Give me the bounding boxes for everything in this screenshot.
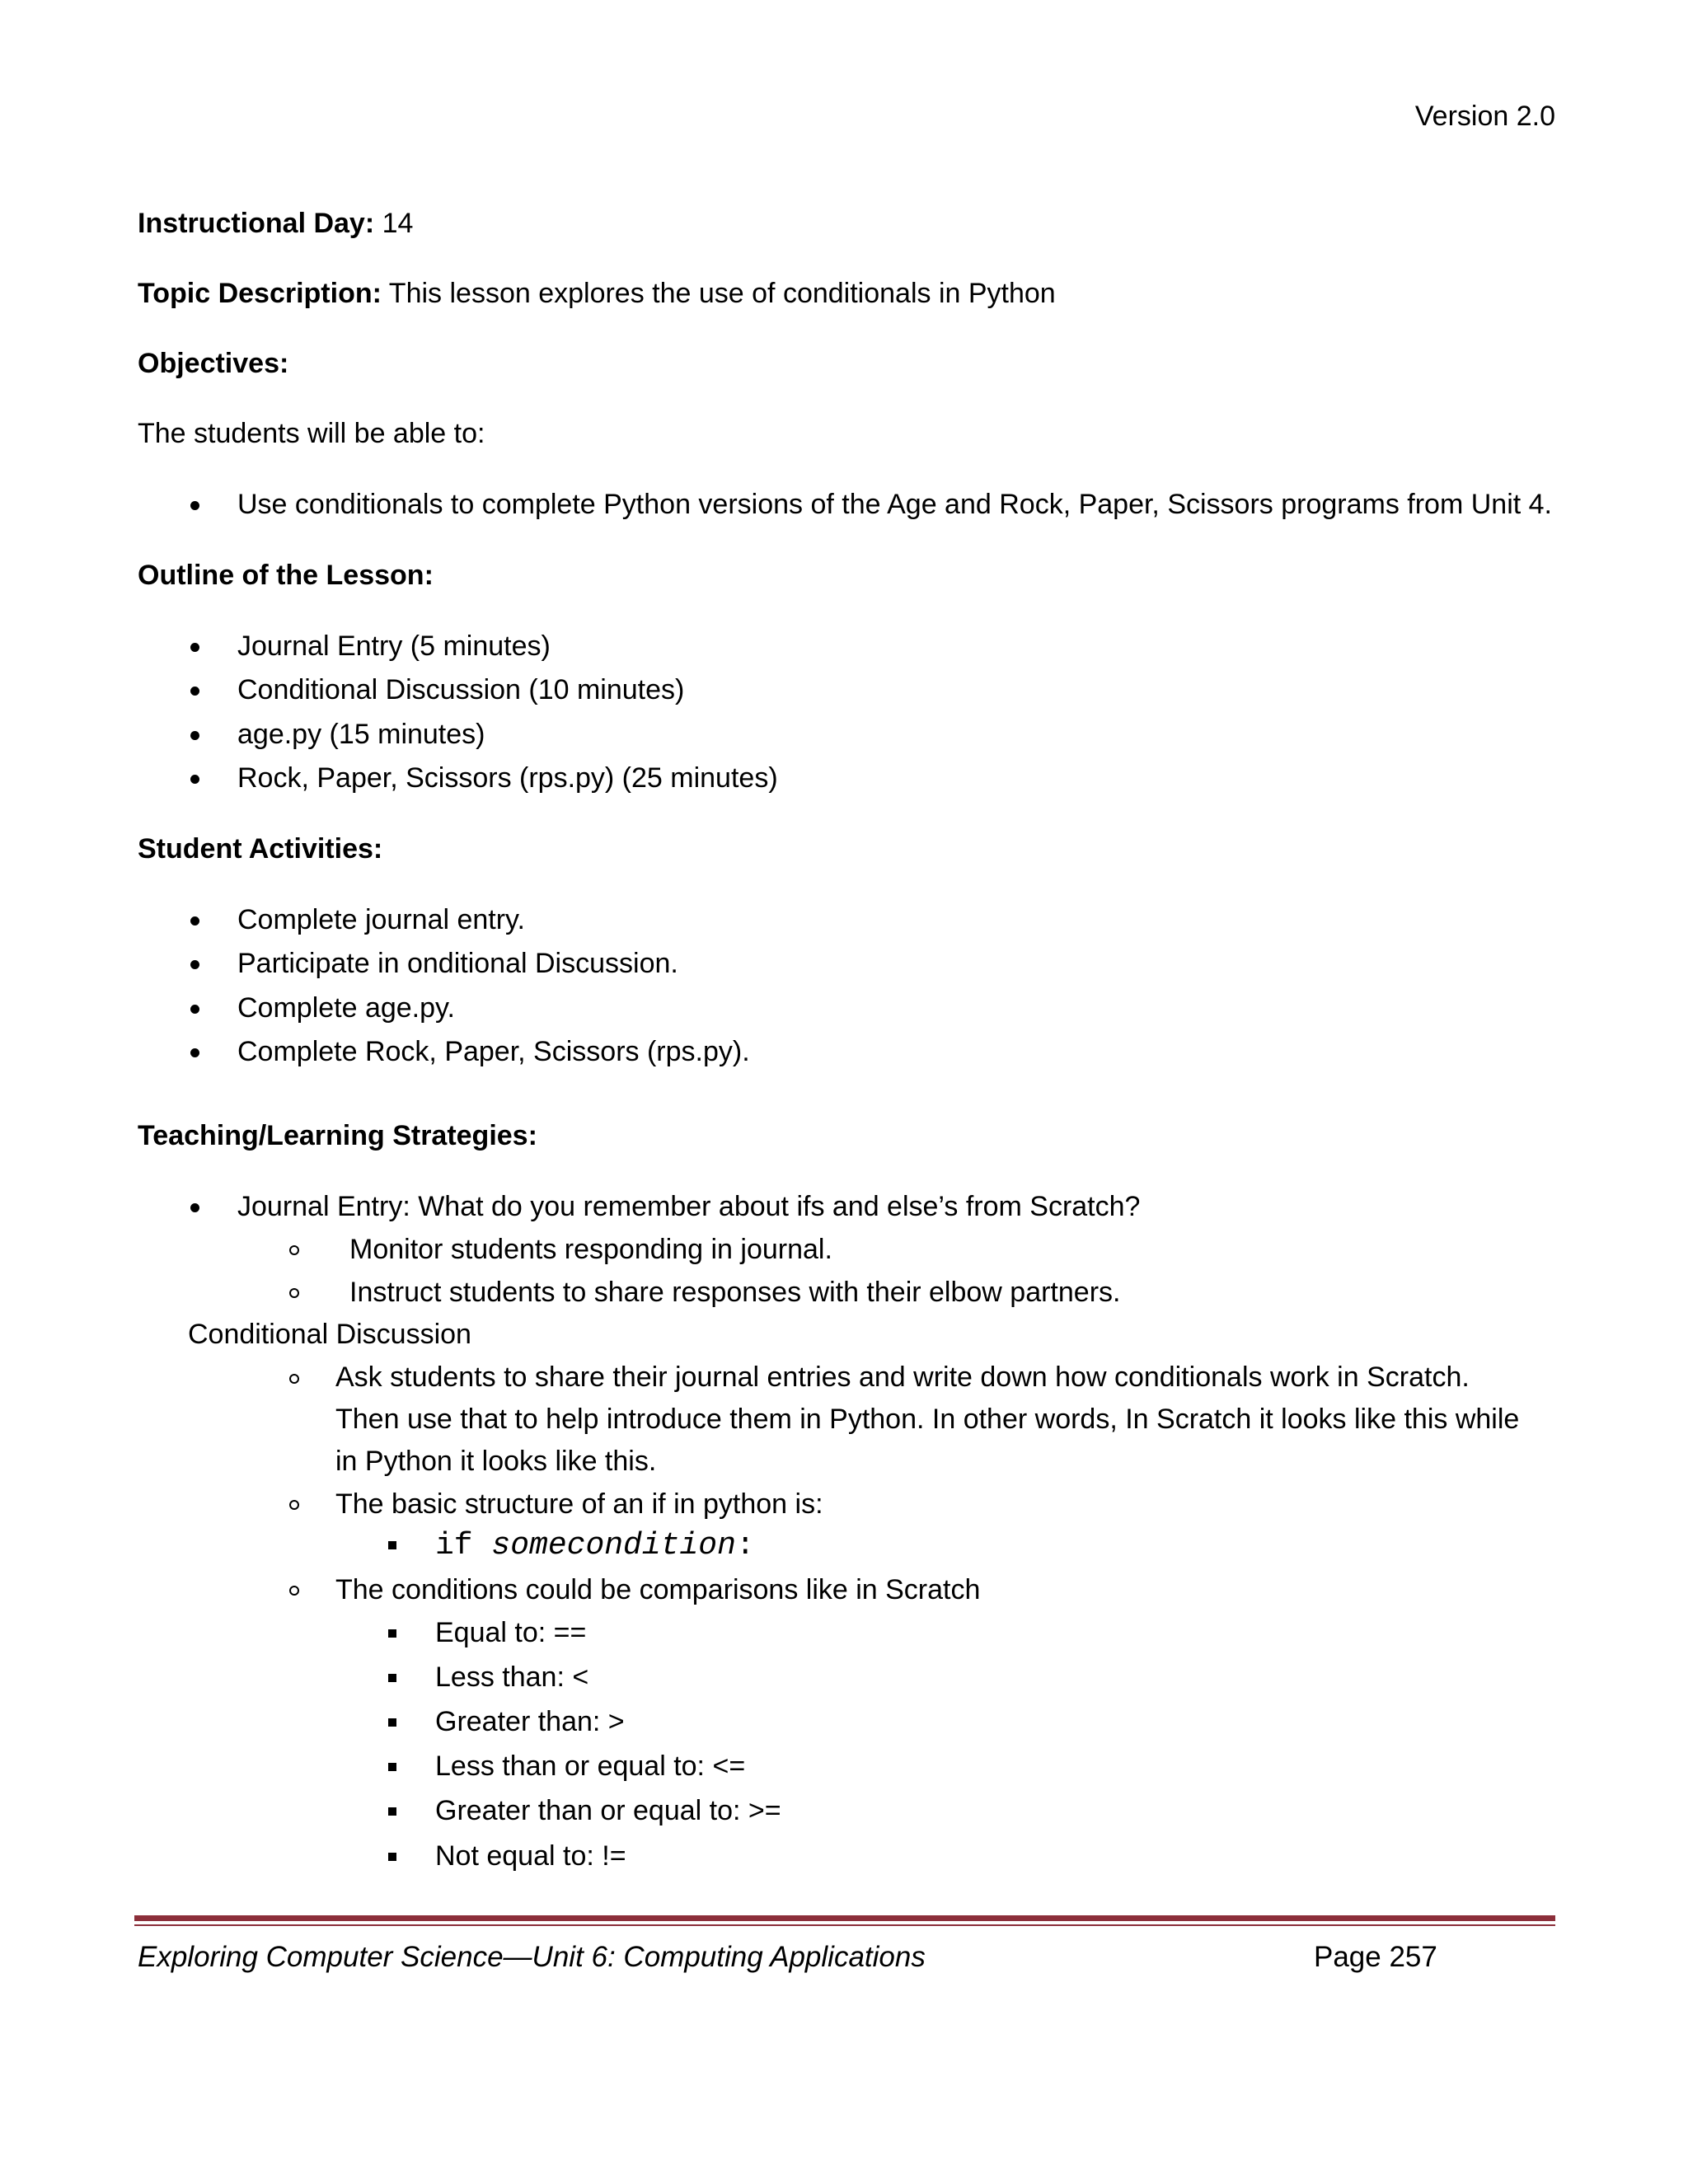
bullet-icon bbox=[190, 501, 199, 510]
activity-item: Participate in onditional Discussion. bbox=[237, 948, 678, 979]
square-bullet-icon bbox=[388, 1674, 396, 1682]
circle-bullet-icon bbox=[289, 1500, 299, 1510]
square-bullet-icon bbox=[388, 1853, 396, 1861]
journal-entry-item: Journal Entry: What do you remember about ifs and else’s from Scratch? bbox=[237, 1191, 1141, 1222]
outline-item: Conditional Discussion (10 minutes) bbox=[237, 674, 685, 705]
objective-item: Use conditionals to complete Python versions of the Age and Rock, Paper, Scissors programs from Unit 4. bbox=[237, 489, 1552, 520]
code-condition: somecondition bbox=[491, 1528, 736, 1563]
comparison-item bbox=[435, 1795, 781, 1827]
footer-rule-thick bbox=[134, 1915, 1555, 1921]
topic-description bbox=[138, 278, 1056, 310]
outline-item: age.py (15 minutes) bbox=[237, 719, 485, 750]
comparison-label: Equal to: bbox=[435, 1617, 546, 1648]
code-colon: : bbox=[735, 1528, 755, 1563]
square-bullet-icon bbox=[388, 1541, 396, 1549]
comparison-operator: == bbox=[553, 1617, 587, 1648]
day-value: 14 bbox=[382, 208, 414, 239]
comparison-item bbox=[435, 1661, 588, 1694]
comparison-operator: < bbox=[572, 1661, 589, 1693]
bullet-icon bbox=[190, 1048, 199, 1057]
comparison-label: Less than: bbox=[435, 1661, 565, 1693]
bullet-icon bbox=[190, 643, 199, 652]
bullet-icon bbox=[190, 1203, 199, 1212]
comparison-label: Not equal to: bbox=[435, 1840, 603, 1872]
outline-item: Rock, Paper, Scissors (rps.py) (25 minutes) bbox=[237, 762, 778, 794]
discussion-structure: The basic structure of an if in python is: bbox=[335, 1488, 823, 1520]
bullet-icon bbox=[190, 687, 199, 696]
strategies-heading: Teaching/Learning Strategies: bbox=[138, 1120, 537, 1151]
bullet-icon bbox=[190, 960, 199, 969]
square-bullet-icon bbox=[388, 1763, 396, 1771]
objectives-heading: Objectives: bbox=[138, 348, 289, 379]
outline-item: Journal Entry (5 minutes) bbox=[237, 630, 551, 662]
comparison-item bbox=[435, 1617, 586, 1649]
code-keyword: if bbox=[435, 1528, 473, 1563]
footer-page-number: Page 257 bbox=[1314, 1941, 1437, 1973]
journal-sub-item: Monitor students responding in journal. bbox=[349, 1234, 832, 1265]
comparison-operator: <= bbox=[712, 1750, 746, 1782]
comparison-operator: >= bbox=[748, 1795, 781, 1826]
discussion-line: in Python it looks like this. bbox=[335, 1446, 657, 1477]
objectives-intro: The students will be able to: bbox=[138, 418, 485, 449]
journal-sub-item: Instruct students to share responses with their elbow partners. bbox=[349, 1277, 1121, 1308]
comparison-label: Less than or equal to: bbox=[435, 1750, 706, 1782]
activities-heading: Student Activities: bbox=[138, 833, 383, 865]
bullet-icon bbox=[190, 731, 199, 740]
code-if-statement bbox=[435, 1528, 755, 1563]
day-label: Instructional Day: bbox=[138, 208, 375, 239]
bullet-icon bbox=[190, 1005, 199, 1014]
comparison-operator: > bbox=[607, 1706, 625, 1737]
instructional-day bbox=[138, 208, 413, 240]
bullet-icon bbox=[190, 916, 199, 926]
square-bullet-icon bbox=[388, 1807, 396, 1816]
version-label: Version 2.0 bbox=[1414, 101, 1555, 132]
footer-rule-thin bbox=[134, 1924, 1555, 1926]
outline-heading: Outline of the Lesson: bbox=[138, 560, 434, 591]
comparison-label: Greater than: bbox=[435, 1706, 601, 1737]
comparison-item bbox=[435, 1706, 625, 1738]
discussion-line: Then use that to help introduce them in Python. In other words, In Scratch it looks like this while bbox=[335, 1404, 1520, 1435]
topic-value: This lesson explores the use of conditionals in Python bbox=[388, 278, 1056, 309]
activity-item: Complete Rock, Paper, Scissors (rps.py). bbox=[237, 1036, 750, 1067]
activity-item: Complete journal entry. bbox=[237, 904, 525, 935]
square-bullet-icon bbox=[388, 1629, 396, 1638]
discussion-comparisons: The conditions could be comparisons like in Scratch bbox=[335, 1574, 981, 1605]
circle-bullet-icon bbox=[289, 1245, 299, 1255]
comparison-operator: != bbox=[602, 1840, 626, 1872]
square-bullet-icon bbox=[388, 1718, 396, 1727]
circle-bullet-icon bbox=[289, 1288, 299, 1298]
comparison-label: Greater than or equal to: bbox=[435, 1795, 741, 1826]
circle-bullet-icon bbox=[289, 1374, 299, 1384]
comparison-item bbox=[435, 1840, 626, 1872]
discussion-line: Ask students to share their journal entries and write down how conditionals work in Scratch. bbox=[335, 1361, 1470, 1393]
topic-label: Topic Description: bbox=[138, 278, 382, 309]
footer-title: Exploring Computer Science—Unit 6: Computing Applications bbox=[138, 1941, 926, 1973]
bullet-icon bbox=[190, 775, 199, 784]
circle-bullet-icon bbox=[289, 1586, 299, 1596]
comparison-item bbox=[435, 1750, 745, 1783]
activity-item: Complete age.py. bbox=[237, 992, 455, 1024]
discussion-heading: Conditional Discussion bbox=[188, 1319, 471, 1350]
